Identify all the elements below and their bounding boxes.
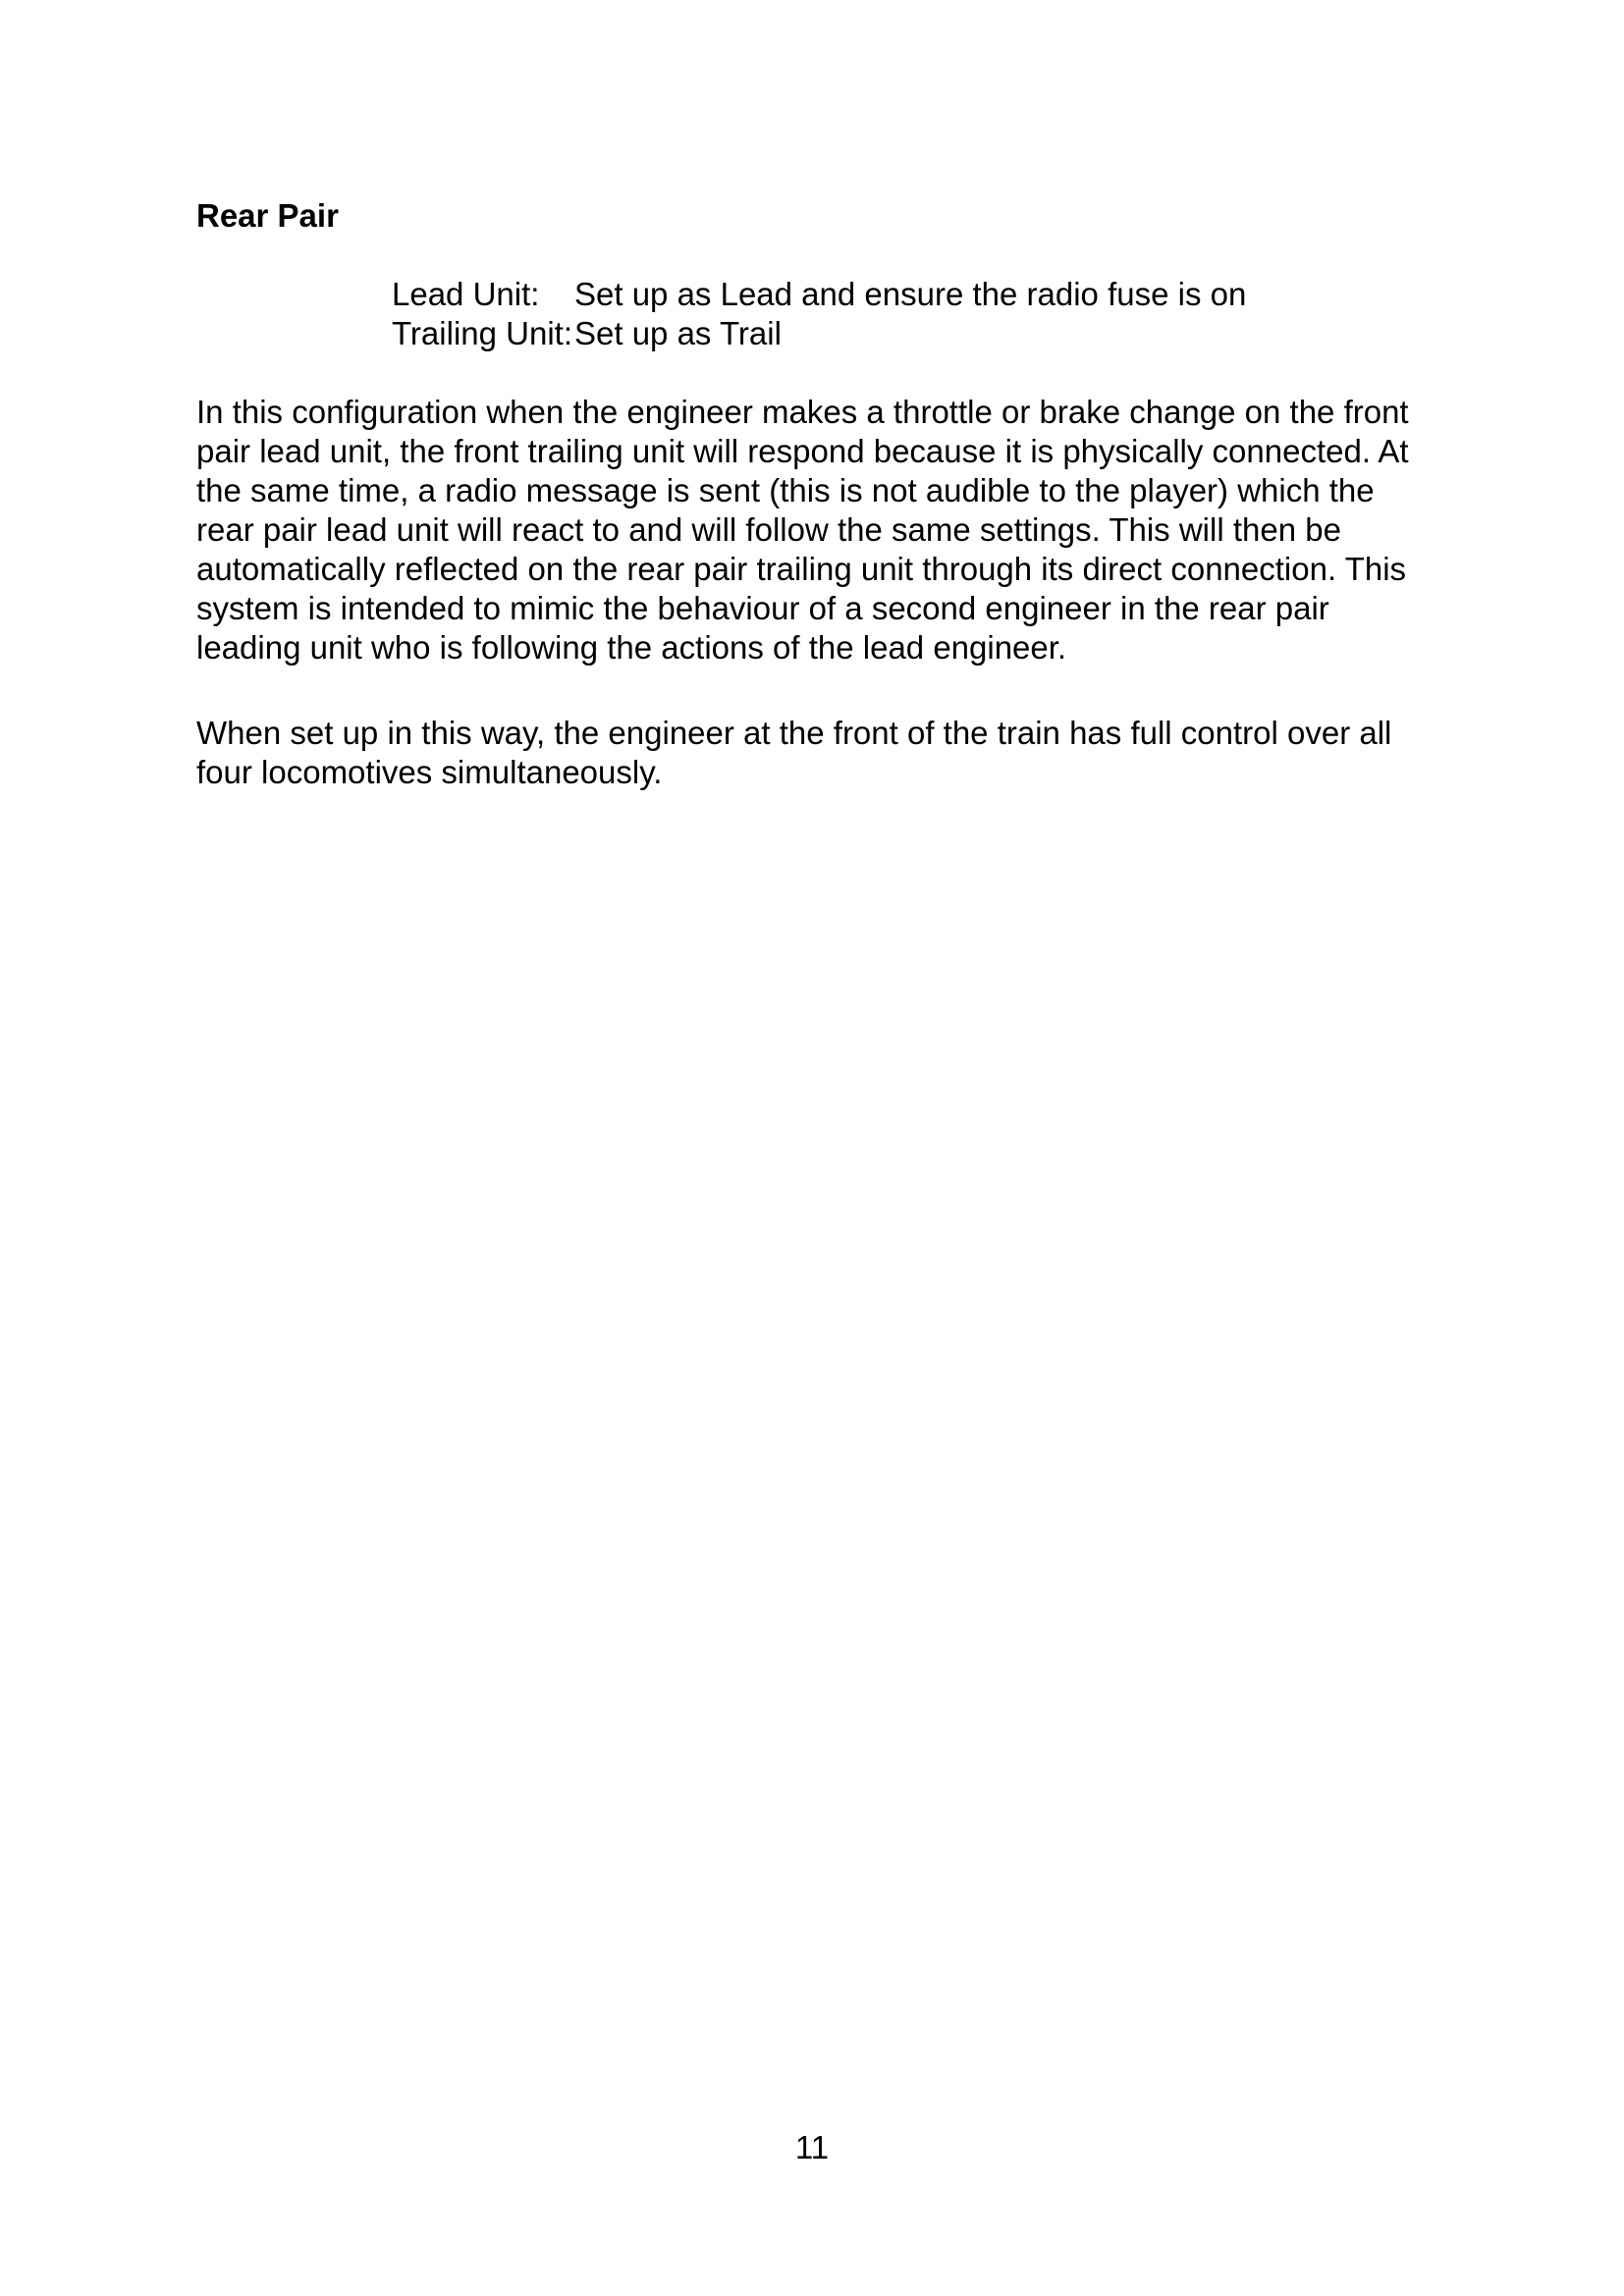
setup-row-lead-unit: [392, 275, 1246, 314]
lead-unit-value: Set up as Lead and ensure the radio fuse is on: [574, 276, 1247, 312]
trailing-unit-value: Set up as Trail: [574, 315, 782, 351]
body-paragraph-configuration: In this configuration when the engineer makes a throttle or brake change on the front pair lead unit, the front trailing unit will respond because it is physically connected. At the same time, a radio message is sent (this is not audible to the player) which the rear pair lead unit will react to and will follow the same settings. This will then be automatically reflected on the rear pair trailing unit through its direct connection. This system is intended to mimic the behaviour of a second engineer in the rear pair leading unit who is following the actions of the lead engineer.: [196, 394, 1409, 666]
page-number: 11: [794, 2129, 830, 2165]
unit-setup-list: [392, 275, 1246, 353]
lead-unit-label: Lead Unit:: [392, 276, 540, 312]
trailing-unit-label: Trailing Unit:: [392, 315, 572, 351]
body-paragraph-summary: When set up in this way, the engineer at the front of the train has full control over all four locomotives simultaneously.: [196, 715, 1392, 790]
section-heading: Rear Pair: [196, 197, 339, 234]
setup-row-trailing-unit: [392, 314, 1246, 353]
